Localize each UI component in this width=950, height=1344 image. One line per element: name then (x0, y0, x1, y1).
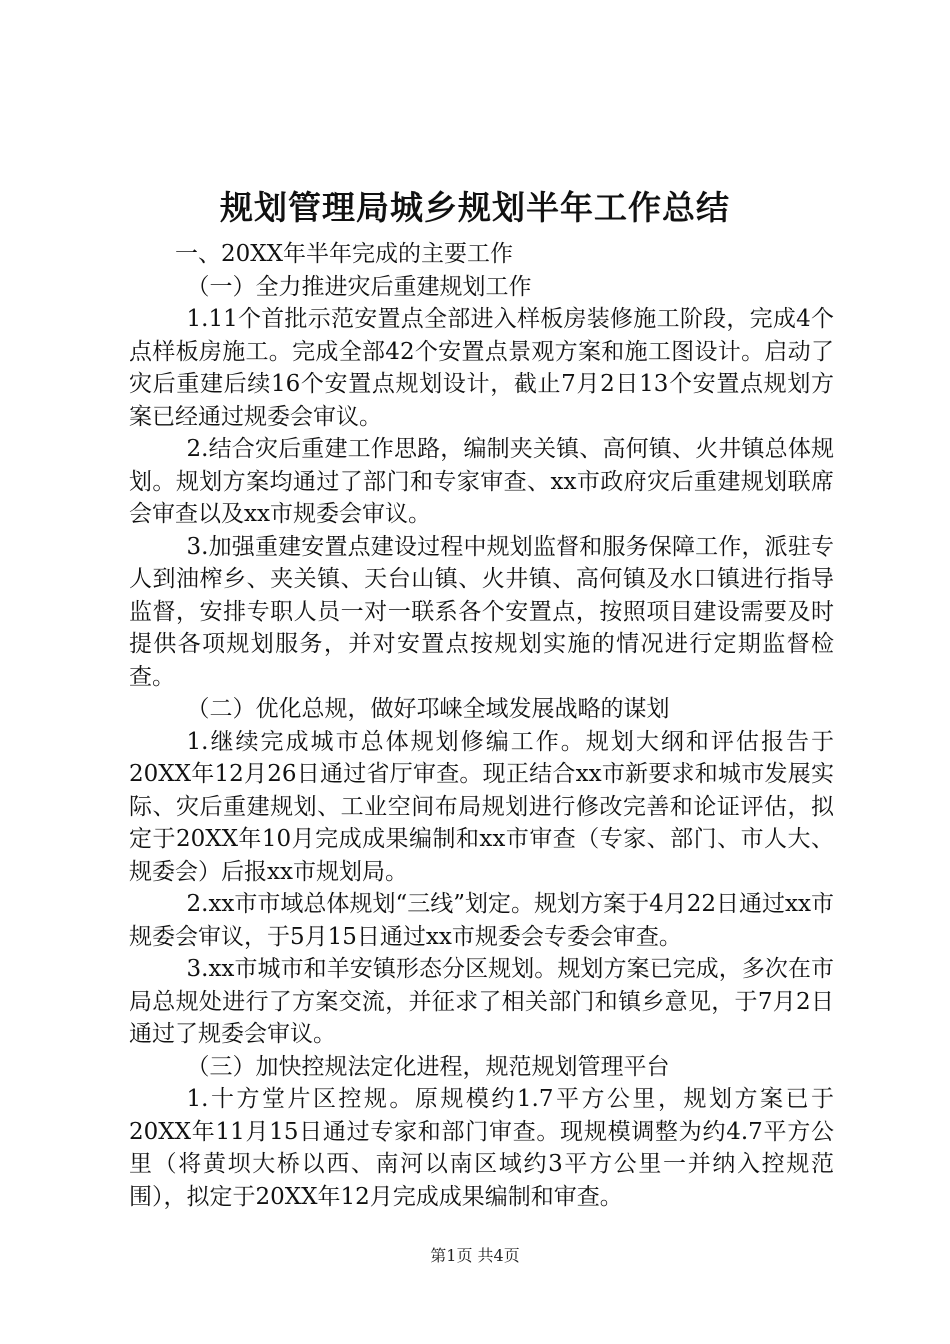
page-number-footer: 第1页 共4页 (430, 1246, 520, 1265)
document-body (129, 238, 834, 1213)
body-paragraph: 2.xx市市域总体规划“三线”划定。规划方案于4月22日通过xx市规委会审议，于5月15日通过xx市规委会专委会审查。 (129, 891, 834, 950)
body-paragraph: 3.xx市城市和羊安镇形态分区规划。规划方案已完成，多次在市局总规处进行了方案交流，并征求了相关部门和镇乡意见，于7月2日通过了规委会审议。 (129, 956, 834, 1047)
subsection-heading: （二）优化总规，做好邛崃全域发展战略的谋划 (186, 696, 670, 722)
section-heading: 一、20XX年半年完成的主要工作 (175, 241, 514, 267)
body-paragraph: 3.加强重建安置点建设过程中规划监督和服务保障工作，派驻专人到油榨乡、夹关镇、天台山镇、火井镇、高何镇及水口镇进行指导监督，安排专职人员一对一联系各个安置点，按照项目建设需要及时提供各项规划服务，并对安置点按规划实施的情况进行定期监督检查。 (129, 533, 834, 690)
body-paragraph: 1.11个首批示范安置点全部进入样板房装修施工阶段，完成4个点样板房施工。完成全部42个安置点景观方案和施工图设计。启动了灾后重建后续16个安置点规划设计，截止7月2日13个安置点规划方案已经通过规委会审议。 (129, 306, 834, 430)
body-paragraph: 1.继续完成城市总体规划修编工作。规划大纲和评估报告于20XX年12月26日通过省厅审查。现正结合xx市新要求和城市发展实际、灾后重建规划、工业空间布局规划进行修改完善和论证评估，拟定于20XX年10月完成成果编制和xx市审查（专家、部门、市人大、规委会）后报xx市规划局。 (129, 728, 834, 885)
subsection-heading: （一）全力推进灾后重建规划工作 (186, 273, 532, 300)
document-title: 规划管理局城乡规划半年工作总结 (220, 188, 730, 227)
body-paragraph: 1.十方堂片区控规。原规模约1.7平方公里，规划方案已于20XX年11月15日通过专家和部门审查。现规模调整为约4.7平方公里（将黄坝大桥以西、南河以南区域约3平方公里一并纳入控规范围），拟定于20XX年12月完成成果编制和审查。 (129, 1086, 834, 1210)
subsection-heading: （三）加快控规法定化进程，规范规划管理平台 (186, 1053, 670, 1080)
body-paragraph: 2.结合灾后重建工作思路，编制夹关镇、高何镇、火井镇总体规划。规划方案均通过了部门和专家审查、xx市政府灾后重建规划联席会审查以及xx市规委会审议。 (129, 436, 834, 527)
